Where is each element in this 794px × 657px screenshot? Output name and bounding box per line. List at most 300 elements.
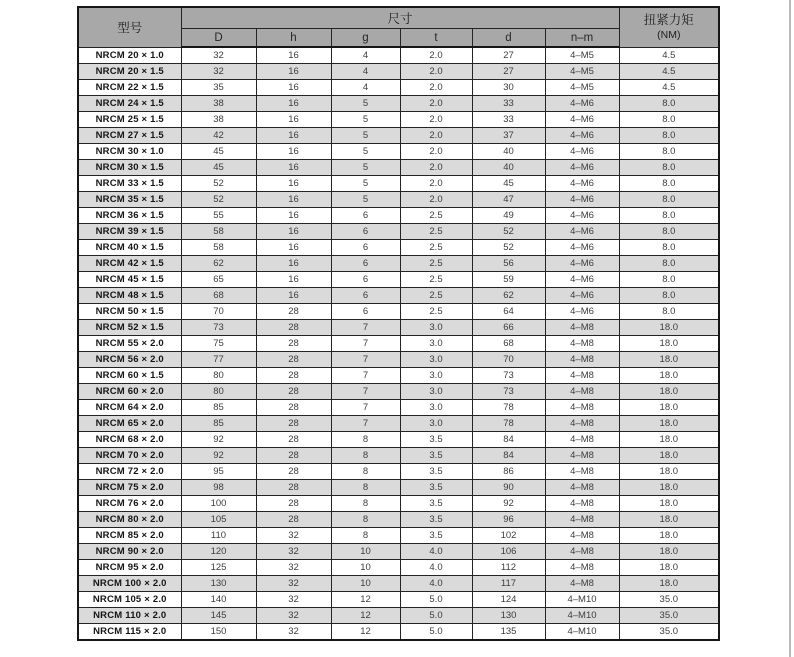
value-cell: 32 (256, 528, 331, 544)
page-edge-line (789, 0, 791, 657)
value-cell: 38 (181, 96, 256, 112)
value-cell: 28 (256, 512, 331, 528)
value-cell: 18.0 (619, 320, 719, 336)
value-cell: 80 (181, 384, 256, 400)
model-cell: NRCM 60 × 1.5 (78, 368, 181, 384)
value-cell: 3.5 (400, 432, 472, 448)
value-cell: 28 (256, 336, 331, 352)
value-cell: 35.0 (619, 592, 719, 608)
model-cell: NRCM 85 × 2.0 (78, 528, 181, 544)
value-cell: 5 (331, 192, 400, 208)
table-row (78, 576, 719, 592)
value-cell: 85 (181, 416, 256, 432)
value-cell: 5 (331, 160, 400, 176)
value-cell: 4–M8 (545, 528, 619, 544)
value-cell: 92 (181, 448, 256, 464)
value-cell: 4–M8 (545, 400, 619, 416)
table-row (78, 608, 719, 624)
value-cell: 27 (472, 47, 545, 64)
model-cell: NRCM 110 × 2.0 (78, 608, 181, 624)
table-row (78, 480, 719, 496)
value-cell: 102 (472, 528, 545, 544)
table-body (78, 47, 719, 640)
model-cell: NRCM 50 × 1.5 (78, 304, 181, 320)
value-cell: 4–M8 (545, 560, 619, 576)
table-row (78, 560, 719, 576)
value-cell: 2.5 (400, 208, 472, 224)
table-row (78, 160, 719, 176)
torque-column-header (619, 7, 719, 47)
value-cell: 8 (331, 464, 400, 480)
value-cell: 40 (472, 144, 545, 160)
model-cell: NRCM 70 × 2.0 (78, 448, 181, 464)
value-cell: 4–M8 (545, 336, 619, 352)
value-cell: 4–M10 (545, 624, 619, 641)
value-cell: 3.5 (400, 480, 472, 496)
value-cell: 6 (331, 208, 400, 224)
value-cell: 38 (181, 112, 256, 128)
value-cell: 70 (181, 304, 256, 320)
table-row (78, 64, 719, 80)
value-cell: 3.0 (400, 352, 472, 368)
value-cell: 8.0 (619, 144, 719, 160)
value-cell: 28 (256, 464, 331, 480)
value-cell: 32 (256, 544, 331, 560)
value-cell: 3.0 (400, 368, 472, 384)
value-cell: 2.0 (400, 176, 472, 192)
model-cell: NRCM 27 × 1.5 (78, 128, 181, 144)
value-cell: 18.0 (619, 528, 719, 544)
value-cell: 4–M6 (545, 176, 619, 192)
value-cell: 59 (472, 272, 545, 288)
value-cell: 8.0 (619, 224, 719, 240)
value-cell: 45 (181, 144, 256, 160)
value-cell: 52 (181, 176, 256, 192)
value-cell: 85 (181, 400, 256, 416)
value-cell: 28 (256, 432, 331, 448)
value-cell: 68 (181, 288, 256, 304)
value-cell: 16 (256, 144, 331, 160)
value-cell: 37 (472, 128, 545, 144)
table-row (78, 304, 719, 320)
value-cell: 4–M6 (545, 272, 619, 288)
size-group-header: 尺寸 (181, 7, 619, 29)
value-cell: 4–M8 (545, 544, 619, 560)
value-cell: 4 (331, 80, 400, 96)
value-cell: 10 (331, 544, 400, 560)
table-row (78, 47, 719, 64)
value-cell: 3.5 (400, 448, 472, 464)
table-row (78, 240, 719, 256)
value-cell: 75 (181, 336, 256, 352)
value-cell: 8.0 (619, 160, 719, 176)
value-cell: 5.0 (400, 624, 472, 641)
value-cell: 5 (331, 128, 400, 144)
model-cell: NRCM 40 × 1.5 (78, 240, 181, 256)
value-cell: 98 (181, 480, 256, 496)
model-cell: NRCM 60 × 2.0 (78, 384, 181, 400)
value-cell: 35 (181, 80, 256, 96)
value-cell: 80 (181, 368, 256, 384)
value-cell: 28 (256, 352, 331, 368)
value-cell: 4–M8 (545, 448, 619, 464)
value-cell: 124 (472, 592, 545, 608)
value-cell: 130 (472, 608, 545, 624)
table-row (78, 400, 719, 416)
value-cell: 95 (181, 464, 256, 480)
value-cell: 8.0 (619, 304, 719, 320)
sub-column-header-h: h (256, 29, 331, 48)
model-cell: NRCM 22 × 1.5 (78, 80, 181, 96)
value-cell: 28 (256, 448, 331, 464)
model-cell: NRCM 105 × 2.0 (78, 592, 181, 608)
table-row (78, 384, 719, 400)
table-row (78, 320, 719, 336)
value-cell: 35.0 (619, 608, 719, 624)
value-cell: 42 (181, 128, 256, 144)
model-cell: NRCM 52 × 1.5 (78, 320, 181, 336)
value-cell: 73 (472, 384, 545, 400)
value-cell: 105 (181, 512, 256, 528)
table-row (78, 368, 719, 384)
value-cell: 70 (472, 352, 545, 368)
value-cell: 18.0 (619, 544, 719, 560)
value-cell: 8.0 (619, 176, 719, 192)
model-column-header: 型号 (78, 7, 181, 47)
value-cell: 8.0 (619, 112, 719, 128)
value-cell: 12 (331, 592, 400, 608)
value-cell: 18.0 (619, 448, 719, 464)
value-cell: 4–M8 (545, 432, 619, 448)
value-cell: 52 (472, 240, 545, 256)
value-cell: 16 (256, 240, 331, 256)
value-cell: 4–M8 (545, 464, 619, 480)
value-cell: 33 (472, 112, 545, 128)
value-cell: 2.0 (400, 112, 472, 128)
value-cell: 4.0 (400, 560, 472, 576)
table-row (78, 528, 719, 544)
value-cell: 4–M8 (545, 384, 619, 400)
value-cell: 78 (472, 400, 545, 416)
value-cell: 8.0 (619, 96, 719, 112)
value-cell: 7 (331, 400, 400, 416)
value-cell: 8 (331, 432, 400, 448)
model-cell: NRCM 42 × 1.5 (78, 256, 181, 272)
table-row (78, 256, 719, 272)
table-row (78, 624, 719, 641)
model-cell: NRCM 25 × 1.5 (78, 112, 181, 128)
value-cell: 18.0 (619, 336, 719, 352)
value-cell: 4–M5 (545, 64, 619, 80)
value-cell: 4–M5 (545, 80, 619, 96)
value-cell: 5 (331, 96, 400, 112)
value-cell: 8 (331, 480, 400, 496)
value-cell: 2.5 (400, 272, 472, 288)
table-row (78, 176, 719, 192)
value-cell: 7 (331, 416, 400, 432)
value-cell: 2.5 (400, 304, 472, 320)
value-cell: 3.5 (400, 528, 472, 544)
model-cell: NRCM 45 × 1.5 (78, 272, 181, 288)
value-cell: 2.5 (400, 256, 472, 272)
value-cell: 4–M8 (545, 320, 619, 336)
value-cell: 8.0 (619, 128, 719, 144)
value-cell: 3.0 (400, 320, 472, 336)
value-cell: 4.5 (619, 47, 719, 64)
value-cell: 145 (181, 608, 256, 624)
value-cell: 6 (331, 224, 400, 240)
value-cell: 2.5 (400, 240, 472, 256)
value-cell: 4–M8 (545, 512, 619, 528)
value-cell: 6 (331, 288, 400, 304)
value-cell: 52 (181, 192, 256, 208)
value-cell: 4–M10 (545, 608, 619, 624)
value-cell: 30 (472, 80, 545, 96)
value-cell: 8.0 (619, 288, 719, 304)
value-cell: 4–M6 (545, 304, 619, 320)
header-row-1 (78, 7, 719, 29)
model-cell: NRCM 56 × 2.0 (78, 352, 181, 368)
table-row (78, 128, 719, 144)
value-cell: 5 (331, 112, 400, 128)
table-row (78, 544, 719, 560)
table-row (78, 288, 719, 304)
table-row (78, 96, 719, 112)
value-cell: 3.0 (400, 416, 472, 432)
value-cell: 2.0 (400, 128, 472, 144)
value-cell: 2.0 (400, 96, 472, 112)
value-cell: 18.0 (619, 560, 719, 576)
value-cell: 4–M10 (545, 592, 619, 608)
value-cell: 78 (472, 416, 545, 432)
value-cell: 32 (256, 560, 331, 576)
sub-column-header-t: t (400, 29, 472, 48)
value-cell: 8 (331, 496, 400, 512)
table-row (78, 192, 719, 208)
value-cell: 112 (472, 560, 545, 576)
value-cell: 18.0 (619, 416, 719, 432)
value-cell: 2.5 (400, 224, 472, 240)
value-cell: 3.0 (400, 336, 472, 352)
value-cell: 4–M6 (545, 96, 619, 112)
value-cell: 4–M6 (545, 288, 619, 304)
value-cell: 47 (472, 192, 545, 208)
value-cell: 130 (181, 576, 256, 592)
value-cell: 6 (331, 240, 400, 256)
value-cell: 4.0 (400, 544, 472, 560)
value-cell: 18.0 (619, 480, 719, 496)
value-cell: 58 (181, 224, 256, 240)
model-cell: NRCM 30 × 1.5 (78, 160, 181, 176)
value-cell: 4–M8 (545, 576, 619, 592)
value-cell: 6 (331, 256, 400, 272)
value-cell: 8.0 (619, 192, 719, 208)
sub-column-header-d: d (472, 29, 545, 48)
value-cell: 62 (181, 256, 256, 272)
value-cell: 4–M6 (545, 160, 619, 176)
value-cell: 12 (331, 624, 400, 641)
value-cell: 140 (181, 592, 256, 608)
value-cell: 28 (256, 368, 331, 384)
value-cell: 86 (472, 464, 545, 480)
value-cell: 28 (256, 320, 331, 336)
value-cell: 4.0 (400, 576, 472, 592)
table-row (78, 336, 719, 352)
sub-column-header-nm: n–m (545, 29, 619, 48)
value-cell: 2.0 (400, 80, 472, 96)
value-cell: 16 (256, 128, 331, 144)
model-cell: NRCM 80 × 2.0 (78, 512, 181, 528)
value-cell: 45 (472, 176, 545, 192)
table-row (78, 208, 719, 224)
value-cell: 18.0 (619, 496, 719, 512)
value-cell: 16 (256, 112, 331, 128)
value-cell: 3.0 (400, 400, 472, 416)
value-cell: 3.0 (400, 384, 472, 400)
value-cell: 4–M8 (545, 480, 619, 496)
value-cell: 8.0 (619, 208, 719, 224)
value-cell: 5.0 (400, 608, 472, 624)
value-cell: 4.5 (619, 64, 719, 80)
value-cell: 4–M8 (545, 368, 619, 384)
model-cell: NRCM 55 × 2.0 (78, 336, 181, 352)
value-cell: 8 (331, 448, 400, 464)
model-cell: NRCM 39 × 1.5 (78, 224, 181, 240)
value-cell: 35.0 (619, 624, 719, 641)
value-cell: 16 (256, 272, 331, 288)
value-cell: 2.0 (400, 192, 472, 208)
sub-column-header-g: g (331, 29, 400, 48)
model-cell: NRCM 76 × 2.0 (78, 496, 181, 512)
value-cell: 3.5 (400, 464, 472, 480)
value-cell: 64 (472, 304, 545, 320)
model-cell: NRCM 24 × 1.5 (78, 96, 181, 112)
value-cell: 106 (472, 544, 545, 560)
table-row (78, 224, 719, 240)
value-cell: 8.0 (619, 256, 719, 272)
model-cell: NRCM 95 × 2.0 (78, 560, 181, 576)
value-cell: 2.0 (400, 64, 472, 80)
value-cell: 8 (331, 512, 400, 528)
value-cell: 4–M8 (545, 496, 619, 512)
value-cell: 49 (472, 208, 545, 224)
value-cell: 68 (472, 336, 545, 352)
value-cell: 92 (181, 432, 256, 448)
value-cell: 32 (256, 608, 331, 624)
value-cell: 18.0 (619, 512, 719, 528)
value-cell: 4–M6 (545, 128, 619, 144)
value-cell: 117 (472, 576, 545, 592)
value-cell: 84 (472, 432, 545, 448)
value-cell: 4–M6 (545, 112, 619, 128)
value-cell: 6 (331, 304, 400, 320)
table-row (78, 464, 719, 480)
table-row (78, 512, 719, 528)
value-cell: 3.5 (400, 496, 472, 512)
value-cell: 4–M6 (545, 144, 619, 160)
value-cell: 4–M6 (545, 208, 619, 224)
value-cell: 28 (256, 480, 331, 496)
value-cell: 3.5 (400, 512, 472, 528)
table-row (78, 272, 719, 288)
table-row (78, 112, 719, 128)
value-cell: 10 (331, 560, 400, 576)
model-cell: NRCM 30 × 1.0 (78, 144, 181, 160)
value-cell: 62 (472, 288, 545, 304)
value-cell: 16 (256, 160, 331, 176)
value-cell: 16 (256, 192, 331, 208)
value-cell: 10 (331, 576, 400, 592)
value-cell: 7 (331, 336, 400, 352)
value-cell: 150 (181, 624, 256, 641)
value-cell: 4–M8 (545, 416, 619, 432)
value-cell: 66 (472, 320, 545, 336)
value-cell: 32 (256, 592, 331, 608)
value-cell: 7 (331, 384, 400, 400)
value-cell: 18.0 (619, 352, 719, 368)
value-cell: 73 (181, 320, 256, 336)
value-cell: 4 (331, 64, 400, 80)
value-cell: 28 (256, 384, 331, 400)
model-cell: NRCM 100 × 2.0 (78, 576, 181, 592)
value-cell: 2.0 (400, 47, 472, 64)
model-cell: NRCM 64 × 2.0 (78, 400, 181, 416)
value-cell: 6 (331, 272, 400, 288)
value-cell: 2.0 (400, 144, 472, 160)
model-cell: NRCM 36 × 1.5 (78, 208, 181, 224)
value-cell: 58 (181, 240, 256, 256)
value-cell: 7 (331, 368, 400, 384)
value-cell: 7 (331, 320, 400, 336)
value-cell: 52 (472, 224, 545, 240)
value-cell: 77 (181, 352, 256, 368)
value-cell: 16 (256, 208, 331, 224)
sub-column-header-D: D (181, 29, 256, 48)
value-cell: 16 (256, 256, 331, 272)
value-cell: 18.0 (619, 384, 719, 400)
value-cell: 4–M6 (545, 256, 619, 272)
value-cell: 12 (331, 608, 400, 624)
value-cell: 8.0 (619, 272, 719, 288)
value-cell: 28 (256, 400, 331, 416)
value-cell: 32 (256, 576, 331, 592)
value-cell: 4–M6 (545, 192, 619, 208)
value-cell: 5 (331, 144, 400, 160)
model-cell: NRCM 33 × 1.5 (78, 176, 181, 192)
model-cell: NRCM 48 × 1.5 (78, 288, 181, 304)
model-cell: NRCM 65 × 2.0 (78, 416, 181, 432)
value-cell: 55 (181, 208, 256, 224)
torque-header-unit: (NM) (657, 28, 681, 41)
value-cell: 18.0 (619, 368, 719, 384)
value-cell: 16 (256, 80, 331, 96)
table-row (78, 144, 719, 160)
value-cell: 45 (181, 160, 256, 176)
value-cell: 2.0 (400, 160, 472, 176)
model-cell: NRCM 115 × 2.0 (78, 624, 181, 641)
value-cell: 56 (472, 256, 545, 272)
model-cell: NRCM 68 × 2.0 (78, 432, 181, 448)
value-cell: 33 (472, 96, 545, 112)
value-cell: 18.0 (619, 432, 719, 448)
value-cell: 28 (256, 496, 331, 512)
table-row (78, 432, 719, 448)
spec-table (77, 6, 720, 641)
value-cell: 28 (256, 416, 331, 432)
value-cell: 4–M5 (545, 47, 619, 64)
model-cell: NRCM 20 × 1.5 (78, 64, 181, 80)
value-cell: 8 (331, 528, 400, 544)
